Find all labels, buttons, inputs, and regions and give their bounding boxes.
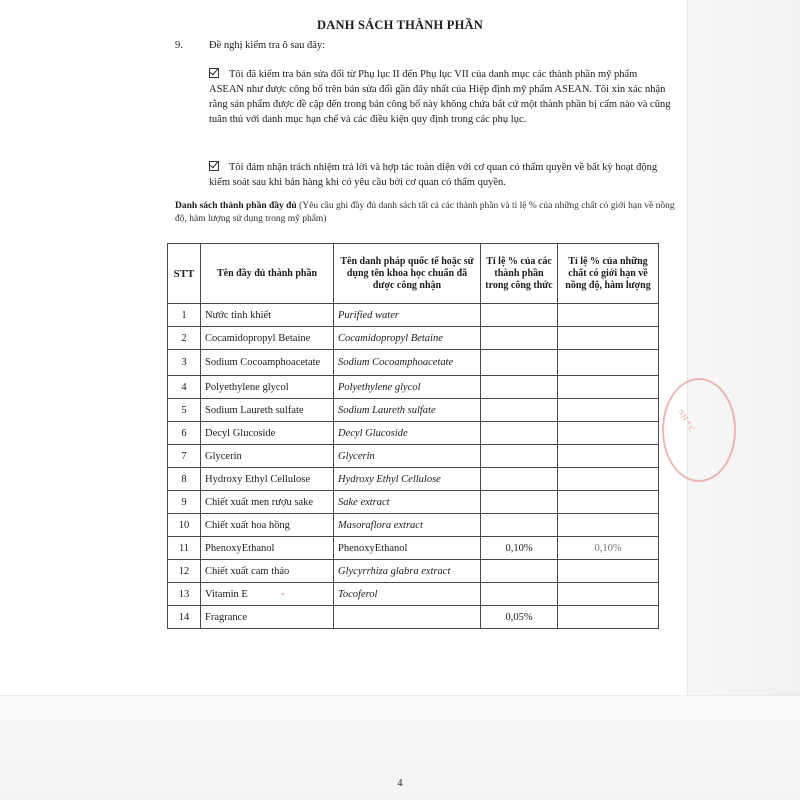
cell-name: Sodium Laureth sulfate [201, 399, 334, 422]
cell-limit [558, 491, 659, 514]
cell-name: PhenoxyEthanol [201, 537, 334, 560]
cell-ratio [481, 350, 558, 376]
table-header-row [168, 244, 659, 304]
cell-stt: 8 [168, 468, 201, 491]
declaration-2 [209, 160, 671, 190]
table-row [168, 399, 659, 422]
header-name: Tên đầy đủ thành phần [201, 244, 334, 304]
cell-inci: Sodium Cocoamphoacetate [334, 350, 481, 376]
cell-stt: 14 [168, 606, 201, 629]
red-pen-mark: ' [282, 592, 284, 603]
table-row [168, 491, 659, 514]
cell-stt: 10 [168, 514, 201, 537]
table-row [168, 514, 659, 537]
cell-limit [558, 514, 659, 537]
cell-limit [558, 304, 659, 327]
table-row [168, 422, 659, 445]
header-ratio: Tỉ lệ % của các thành phần trong công thức [481, 244, 558, 304]
cell-limit [558, 560, 659, 583]
cell-inci: Purified water [334, 304, 481, 327]
cell-inci: Sodium Laureth sulfate [334, 399, 481, 422]
table-row [168, 560, 659, 583]
cell-inci: Polyethylene glycol [334, 376, 481, 399]
cell-ratio [481, 399, 558, 422]
cell-stt: 6 [168, 422, 201, 445]
cell-stt: 12 [168, 560, 201, 583]
declaration-1 [209, 67, 671, 127]
cell-inci: Tocoferol [334, 583, 481, 606]
declaration-2-text: Tôi đảm nhận trách nhiệm trả lời và hợp tác toàn diện với cơ quan có thẩm quyền về bất kỳ hoạt động kiểm soát sau khi bán hàng khi có yêu cầu bởi cơ quan có thẩm quyền. [209, 162, 658, 188]
cell-stt: 1 [168, 304, 201, 327]
table-row [168, 606, 659, 629]
cell-ratio [481, 491, 558, 514]
cell-inci: Sake extract [334, 491, 481, 514]
ingredient-table [167, 243, 659, 629]
list-heading-bold: Danh sách thành phần đầy đủ [175, 201, 297, 211]
header-inci: Tên danh pháp quốc tế hoặc sử dụng tên khoa học chuẩn đã được công nhận [334, 244, 481, 304]
cell-ratio [481, 304, 558, 327]
declaration-1-text: Tôi đã kiểm tra bản sửa đổi từ Phụ lục II đến Phụ lục VII của danh mục các thành phần mỹ phẩm ASEAN như được công bố trên bản sửa đổi gần đây nhất của Hiệp định mỹ phẩm ASEAN. Tôi xin xác nhận rằng sản phẩm được đề cập đến trong bản công bố này không chứa bất cứ một thành phần bị cấm nào và cũng tuân thủ với danh mục hạn chế và các điều kiện quy định trong các phụ lục. [209, 69, 671, 125]
item-number: 9. [175, 40, 183, 51]
cell-stt: 5 [168, 399, 201, 422]
cell-name: Glycerin [201, 445, 334, 468]
cell-name: Hydroxy Ethyl Cellulose [201, 468, 334, 491]
cell-name: Chiết xuất cam thảo [201, 560, 334, 583]
item-instruction: Đề nghị kiểm tra ô sau đây: [209, 40, 326, 51]
page-title: DANH SÁCH THÀNH PHẦN [317, 18, 483, 32]
cell-limit [558, 327, 659, 350]
cell-stt: 4 [168, 376, 201, 399]
cell-stt: 9 [168, 491, 201, 514]
table-row [168, 376, 659, 399]
cell-limit [558, 399, 659, 422]
cell-inci: Hydroxy Ethyl Cellulose [334, 468, 481, 491]
table-row [168, 537, 659, 560]
cell-inci: Decyl Glucoside [334, 422, 481, 445]
cell-stt: 11 [168, 537, 201, 560]
cell-ratio [481, 327, 558, 350]
cell-inci [334, 606, 481, 629]
header-stt: STT [168, 244, 201, 304]
header-limit: Tỉ lệ % của những chất có giới hạn về nồng độ, hàm lượng [558, 244, 659, 304]
cell-ratio: 0,05% [481, 606, 558, 629]
cell-limit [558, 422, 659, 445]
list-heading-note: (Yêu cầu ghi đầy đủ danh sách tất cả các thành phần và tỉ lệ % của những chất có giới hạn về nồng độ, hàm lượng sử dụng trong mỹ phẩm) [175, 201, 675, 224]
ingredient-list-heading [175, 200, 675, 226]
table-row [168, 445, 659, 468]
checked-checkbox-icon [209, 161, 219, 171]
cell-stt: 13 [168, 583, 201, 606]
cell-inci: PhenoxyEthanol [334, 537, 481, 560]
cell-limit [558, 468, 659, 491]
table-row [168, 583, 659, 606]
cell-inci: Glycyrrhiza glabra extract [334, 560, 481, 583]
cell-ratio [481, 422, 558, 445]
cell-stt: 7 [168, 445, 201, 468]
cell-ratio [481, 468, 558, 491]
cell-name: Vitamin E [201, 583, 334, 606]
cell-ratio [481, 376, 558, 399]
checked-checkbox-icon [209, 68, 219, 78]
table-row [168, 468, 659, 491]
page-number: 4 [397, 778, 403, 789]
table-row [168, 327, 659, 350]
cell-limit [558, 445, 659, 468]
cell-name: Chiết xuất hoa hồng [201, 514, 334, 537]
cell-name: Chiết xuất men rượu sake [201, 491, 334, 514]
cell-stt: 3 [168, 350, 201, 376]
cell-name: Cocamidopropyl Betaine [201, 327, 334, 350]
cell-limit [558, 583, 659, 606]
cell-ratio: 0,10% [481, 537, 558, 560]
cell-ratio [481, 560, 558, 583]
cell-ratio [481, 514, 558, 537]
cell-limit [558, 350, 659, 376]
cell-name: Polyethylene glycol [201, 376, 334, 399]
cell-name: Fragrance [201, 606, 334, 629]
red-seal-stamp: NH * C [662, 378, 736, 482]
cell-name: Decyl Glucoside [201, 422, 334, 445]
cell-ratio [481, 583, 558, 606]
cell-limit [558, 606, 659, 629]
cell-stt: 2 [168, 327, 201, 350]
cell-limit [558, 376, 659, 399]
table-row [168, 304, 659, 327]
cell-limit: 0,10% [558, 537, 659, 560]
cell-ratio [481, 445, 558, 468]
cell-name: Nước tinh khiết [201, 304, 334, 327]
cell-inci: Cocamidopropyl Betaine [334, 327, 481, 350]
cell-inci: Masoraflora extract [334, 514, 481, 537]
cell-name: Sodium Cocoamphoacetate [201, 350, 334, 376]
table-row [168, 350, 659, 376]
cell-inci: Glycerin [334, 445, 481, 468]
